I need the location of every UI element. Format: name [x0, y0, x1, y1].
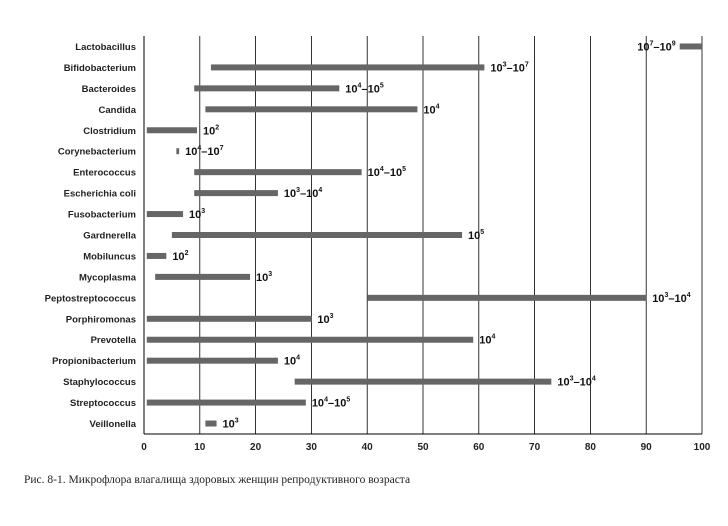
- bar-value-label: $10^3-10^4$: [283, 187, 323, 201]
- bar: [155, 274, 250, 280]
- x-tick-label: 0: [141, 442, 147, 453]
- bar: [176, 148, 179, 154]
- category-labels: [45, 42, 137, 430]
- bar: [194, 85, 339, 91]
- bar-value-label: $10^3-10^4$: [557, 375, 596, 389]
- category-label: Propionibacterium: [52, 356, 136, 368]
- x-tick-label: 90: [640, 442, 652, 453]
- bar-value-label: $10^4-10^5$: [367, 166, 407, 180]
- bar-value-label: $10^4-10^7$: [185, 145, 224, 159]
- category-label: Fusobacterium: [67, 209, 136, 221]
- bar-value-label: $10^4$: [283, 354, 301, 368]
- bar-value-label: $10^4$: [479, 333, 496, 347]
- bar: [147, 337, 473, 343]
- category-label: Escherichia coli: [63, 188, 136, 200]
- bar: [367, 295, 646, 301]
- category-label: Enterococcus: [73, 167, 136, 179]
- bar: [194, 169, 361, 175]
- bar-value-label: $10^3$: [317, 312, 334, 326]
- bar-value-label: $10^3$: [256, 270, 273, 284]
- x-tick-label: 70: [529, 442, 541, 453]
- bar: [295, 379, 552, 385]
- x-tick-label: 80: [584, 442, 596, 453]
- bar-value-label: $10^3-10^4$: [652, 291, 691, 305]
- category-label: Veillonella: [89, 419, 136, 431]
- bars: [147, 43, 702, 426]
- bar-value-label: $10^3$: [189, 208, 206, 222]
- category-label: Prevotella: [90, 335, 136, 347]
- category-label: Corynebacterium: [57, 146, 136, 158]
- bar-value-label: $10^2$: [172, 249, 189, 263]
- bar-value-label: $10^7-10^9$: [637, 40, 676, 54]
- x-tick-labels: [141, 442, 711, 453]
- bar-value-label: $10^3$: [222, 417, 239, 431]
- category-label: Mobiluncus: [83, 251, 136, 263]
- bar: [147, 358, 278, 364]
- x-tick-label: 60: [473, 442, 485, 453]
- category-label: Streptococcus: [70, 398, 136, 410]
- bar: [205, 421, 216, 427]
- bar: [205, 106, 417, 112]
- bar-value-label: $10^3-10^7$: [490, 61, 529, 75]
- x-tick-label: 40: [361, 442, 373, 453]
- x-tick-label: 20: [250, 442, 262, 453]
- bar: [680, 43, 702, 49]
- bar: [147, 400, 306, 406]
- bar: [147, 127, 197, 133]
- category-label: Peptostreptococcus: [44, 293, 136, 305]
- category-label: Lactobacillus: [75, 41, 136, 53]
- x-tick-label: 100: [693, 442, 711, 453]
- bar-value-label: $10^5$: [468, 229, 485, 242]
- bar-value-label: $10^4-10^5$: [345, 82, 384, 96]
- category-label: Candida: [98, 104, 136, 116]
- bar-value-label: $10^4-10^5$: [311, 396, 351, 410]
- bar-value-label: $10^4$: [423, 103, 440, 117]
- category-label: Mycoplasma: [78, 272, 136, 284]
- x-tick-label: 50: [417, 442, 429, 453]
- category-label: Bacteroides: [81, 83, 136, 95]
- bar: [147, 253, 167, 259]
- category-label: Porphiromonas: [65, 314, 136, 326]
- bar: [172, 232, 462, 238]
- category-label: Gardnerella: [83, 230, 136, 242]
- bar: [211, 64, 484, 70]
- bar: [147, 211, 183, 217]
- x-tick-label: 30: [305, 442, 317, 453]
- bar: [194, 190, 278, 196]
- bar-value-label: $10^2$: [203, 124, 220, 138]
- x-tick-label: 10: [194, 442, 206, 453]
- category-label: Bifidobacterium: [63, 62, 136, 74]
- category-label: Staphylococcus: [63, 377, 136, 389]
- bar: [147, 316, 312, 322]
- figure-caption: Рис. 8-1. Микрофлора влагалища здоровых женщин репродуктивного возраста: [24, 474, 411, 486]
- category-label: Clostridium: [83, 125, 136, 137]
